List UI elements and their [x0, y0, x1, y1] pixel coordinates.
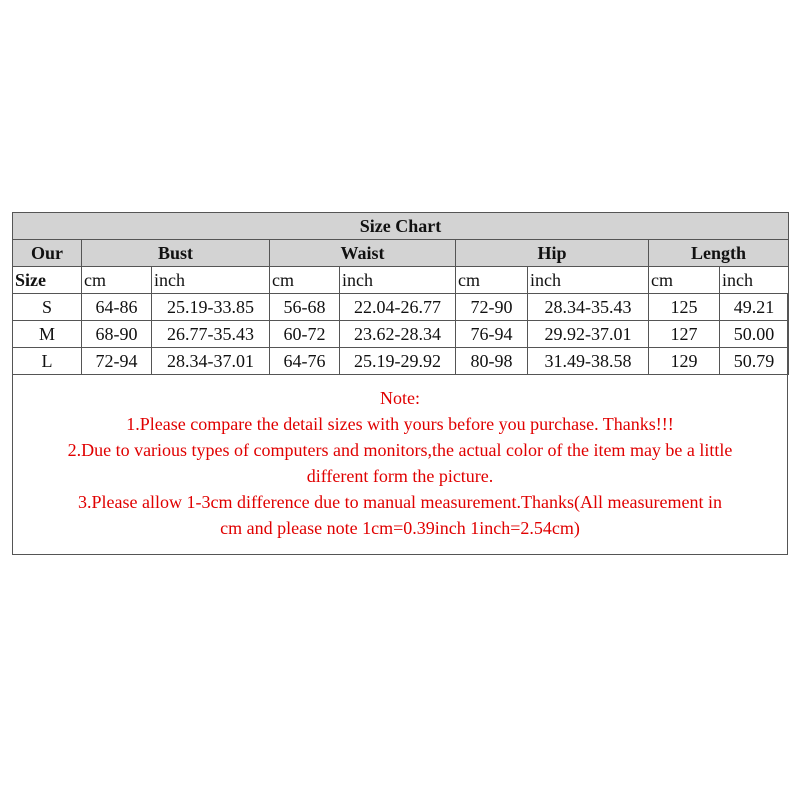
value-cell: 23.62-28.34 [340, 321, 456, 348]
value-cell: 76-94 [456, 321, 528, 348]
table-row [13, 294, 789, 321]
unit-cell: inch [152, 267, 270, 294]
unit-cell: inch [528, 267, 649, 294]
table-row [13, 348, 789, 375]
size-cell: M [13, 321, 82, 348]
value-cell: 50.79 [720, 348, 789, 375]
our-size-header: Our [13, 240, 82, 267]
value-cell: 25.19-29.92 [340, 348, 456, 375]
unit-cell: cm [649, 267, 720, 294]
value-cell: 50.00 [720, 321, 789, 348]
note-line: cm and please note 1cm=0.39inch 1inch=2.54cm) [220, 518, 580, 538]
length-header: Length [649, 240, 789, 267]
value-cell: 72-94 [82, 348, 152, 375]
unit-cell: cm [82, 267, 152, 294]
hip-header: Hip [456, 240, 649, 267]
value-cell: 64-76 [270, 348, 340, 375]
size-cell: S [13, 294, 82, 321]
value-cell: 28.34-37.01 [152, 348, 270, 375]
size-chart [12, 212, 788, 555]
note-line: 1.Please compare the detail sizes with yours before you purchase. Thanks!!! [126, 414, 674, 434]
waist-header: Waist [270, 240, 456, 267]
note-line: 3.Please allow 1-3cm difference due to manual measurement.Thanks(All measurement in [78, 492, 722, 512]
note-line: 2.Due to various types of computers and monitors,the actual color of the item may be a little [67, 440, 733, 460]
value-cell: 129 [649, 348, 720, 375]
unit-cell: cm [456, 267, 528, 294]
value-cell: 60-72 [270, 321, 340, 348]
notes-section [13, 385, 787, 541]
our-size-header-line2: Size [13, 267, 82, 294]
value-cell: 31.49-38.58 [528, 348, 649, 375]
value-cell: 49.21 [720, 294, 789, 321]
value-cell: 72-90 [456, 294, 528, 321]
value-cell: 25.19-33.85 [152, 294, 270, 321]
unit-cell: cm [270, 267, 340, 294]
value-cell: 28.34-35.43 [528, 294, 649, 321]
value-cell: 64-86 [82, 294, 152, 321]
table-row [13, 321, 789, 348]
value-cell: 22.04-26.77 [340, 294, 456, 321]
value-cell: 80-98 [456, 348, 528, 375]
size-table [12, 212, 789, 375]
unit-cell: inch [340, 267, 456, 294]
value-cell: 26.77-35.43 [152, 321, 270, 348]
value-cell: 125 [649, 294, 720, 321]
value-cell: 29.92-37.01 [528, 321, 649, 348]
size-chart-title: Size Chart [13, 213, 789, 240]
unit-cell: inch [720, 267, 789, 294]
value-cell: 56-68 [270, 294, 340, 321]
note-heading: Note: [380, 388, 420, 408]
value-cell: 127 [649, 321, 720, 348]
bust-header: Bust [82, 240, 270, 267]
note-line: different form the picture. [306, 466, 494, 486]
size-cell: L [13, 348, 82, 375]
value-cell: 68-90 [82, 321, 152, 348]
